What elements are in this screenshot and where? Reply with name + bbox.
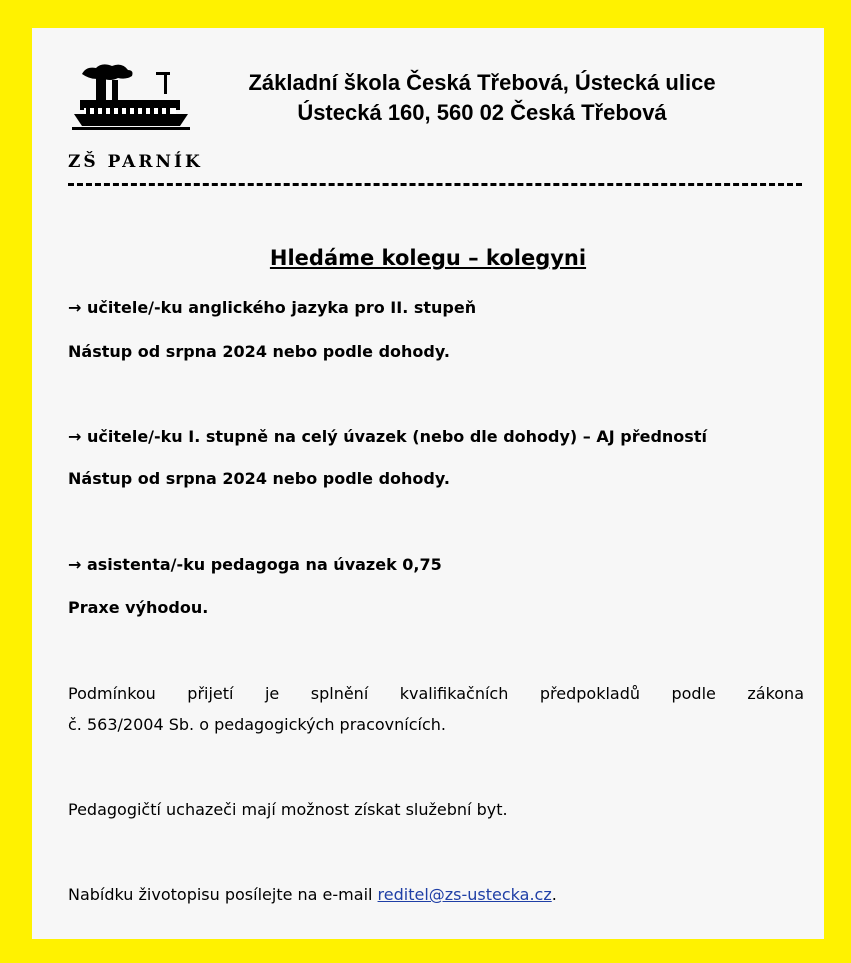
position-2-note: Nástup od srpna 2024 nebo podle dohody.	[68, 469, 450, 488]
school-address: Ústecká 160, 560 02 Česká Třebová	[297, 100, 667, 125]
contact-text: Nabídku životopisu posílejte na e-mail	[68, 885, 378, 904]
school-header	[182, 68, 782, 128]
steamboat-icon	[72, 64, 190, 134]
condition-paragraph	[68, 678, 804, 740]
condition-line-2: č. 563/2004 Sb. o pedagogických pracovnících.	[68, 715, 446, 734]
page-title: Hledáme kolegu – kolegyni	[269, 246, 587, 270]
position-1-note: Nástup od srpna 2024 nebo podle dohody.	[68, 342, 450, 361]
position-3-note: Praxe výhodou.	[68, 598, 209, 617]
position-1-title: → učitele/-ku anglického jazyka pro II. stupeň	[68, 298, 477, 317]
contact-suffix: .	[551, 885, 557, 904]
housing-note: Pedagogičtí uchazeči mají možnost získat služební byt.	[68, 800, 508, 819]
condition-line-1: Podmínkou přijetí je splnění kvalifikačních předpokladů podle zákona	[68, 684, 804, 703]
position-2-title: → učitele/-ku I. stupně na celý úvazek (nebo dle dohody) – AJ předností	[68, 427, 707, 446]
logo-text: ZŠ PARNÍK	[68, 152, 203, 172]
flyer-page	[32, 28, 824, 939]
header-divider	[68, 183, 802, 186]
email-link[interactable]: reditel@zs-ustecka.cz	[377, 885, 552, 904]
contact-line	[68, 885, 557, 904]
position-3-title: → asistenta/-ku pedagoga na úvazek 0,75	[68, 555, 442, 574]
school-name: Základní škola Česká Třebová, Ústecká ulice	[248, 70, 716, 95]
